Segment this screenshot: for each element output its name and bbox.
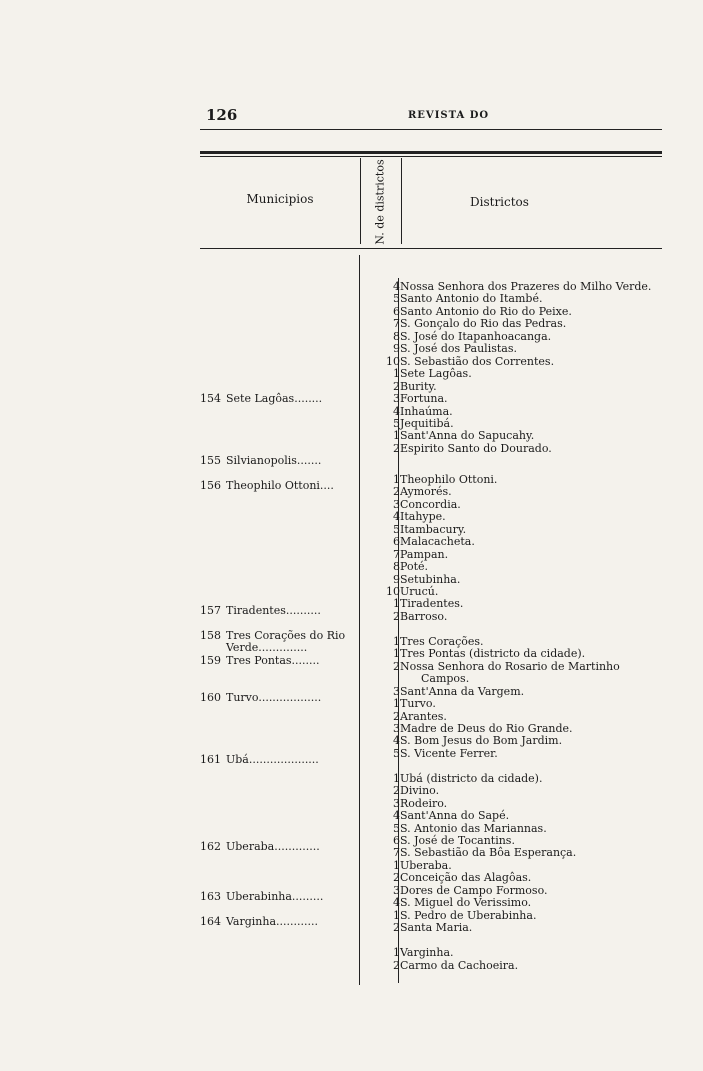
municipio-name: Uberaba............. <box>226 840 320 854</box>
districto-name: Concordia. <box>400 497 461 511</box>
running-title: REVISTA DO <box>408 110 490 121</box>
column-header-districtos: Districtos <box>470 195 529 209</box>
districto-number: 5 <box>393 416 400 430</box>
districto-name: Campos. <box>400 672 470 686</box>
districto-name: Pampan. <box>400 547 449 561</box>
districto-name: Aymorés. <box>400 485 452 499</box>
municipio-row <box>200 655 320 667</box>
districto-name: Barroso. <box>400 609 448 623</box>
districto-number: 5 <box>393 746 400 760</box>
districto-name: Tres Pontas (districto da cidade). <box>400 647 586 661</box>
districto-number: 3 <box>393 497 400 511</box>
municipio-name-continuation: Verde.............. <box>226 641 308 655</box>
districto-number: 2 <box>393 709 400 723</box>
districto-number: 4 <box>393 809 400 823</box>
municipio-name: Turvo.................. <box>226 690 322 704</box>
districto-number: 7 <box>393 317 400 331</box>
districto-name: Carmo da Cachoeira. <box>400 958 519 972</box>
districto-number: 2 <box>393 871 400 885</box>
districto-name: Santo Antonio do Rio do Peixe. <box>400 304 572 318</box>
districto-name: Burity. <box>400 379 437 393</box>
districto-number: 4 <box>393 734 400 748</box>
districto-name: Sant'Anna da Vargem. <box>400 684 525 698</box>
municipio-row <box>200 916 318 928</box>
districto-name: S. Vicente Ferrer. <box>400 746 498 760</box>
districto-number: 4 <box>393 404 400 418</box>
districto-name: Espirito Santo do Dourado. <box>400 441 552 455</box>
districto-name: Setubinha. <box>400 572 461 586</box>
districto-number: 2 <box>393 485 400 499</box>
municipio-row <box>200 480 334 492</box>
municipio-number: 158 <box>200 628 221 642</box>
districto-name: S. Pedro de Uberabinha. <box>400 908 537 922</box>
municipio-number: 154 <box>200 392 221 406</box>
districto-name: S. Bom Jesus do Bom Jardim. <box>400 734 563 748</box>
districto-number: 2 <box>393 958 400 972</box>
districto-number: 4 <box>393 280 400 293</box>
municipio-row <box>200 841 320 853</box>
districto-name: Rodeiro. <box>400 796 448 810</box>
table-top-rule-thick <box>200 151 662 154</box>
districto-name: Inhaúma. <box>400 404 453 418</box>
body-column-divider-left <box>359 255 360 985</box>
municipio-row <box>200 630 345 642</box>
districto-number: 4 <box>393 510 400 524</box>
districto-number: 8 <box>393 560 400 574</box>
districto-name: S. Antonio das Mariannas. <box>400 821 547 835</box>
districto-number: 1 <box>393 634 400 648</box>
header-column-divider-right <box>401 158 402 244</box>
districto-name: Arantes. <box>400 709 447 723</box>
districto-number: 1 <box>393 771 400 785</box>
municipio-row <box>200 605 321 617</box>
districto-name: Poté. <box>400 560 429 574</box>
districto-name: Conceição das Alagôas. <box>400 871 532 885</box>
districto-name: Turvo. <box>400 697 436 711</box>
column-header-n-districtos-label: N. de districtos <box>373 159 387 245</box>
districto-number: 6 <box>393 535 400 549</box>
districto-number: 6 <box>393 834 400 848</box>
districto-number: 5 <box>393 292 400 306</box>
districto-name: Urucú. <box>400 585 439 599</box>
municipio-name: Silvianopolis....... <box>226 454 322 468</box>
municipio-name: Tiradentes.......... <box>226 603 321 617</box>
districto-name: Itahype. <box>400 510 446 524</box>
districto-number: 1 <box>393 697 400 711</box>
districto-number: 1 <box>393 908 400 922</box>
districto-name: Madre de Deus do Rio Grande. <box>400 721 573 735</box>
districto-number: 8 <box>393 329 400 343</box>
districto-number: 2 <box>393 784 400 798</box>
districto-number: 2 <box>393 659 400 673</box>
districto-number: 1 <box>393 367 400 381</box>
districto-number: 1 <box>393 647 400 661</box>
districto-number: 5 <box>393 522 400 536</box>
districto-number: 6 <box>393 304 400 318</box>
districto-name: S. Sebastião da Bôa Esperança. <box>400 846 577 860</box>
districto-number: 1 <box>393 946 400 960</box>
districto-number: 1 <box>393 429 400 443</box>
districto-name: S. Miguel do Verissimo. <box>400 896 532 910</box>
districto-name: Sant'Anna do Sapé. <box>400 809 510 823</box>
header-bottom-rule <box>200 248 662 249</box>
page-number: 126 <box>206 106 238 124</box>
districto-number: 3 <box>393 684 400 698</box>
municipio-name: Theophilo Ottoni.... <box>226 479 334 493</box>
municipio-number: 157 <box>200 603 221 617</box>
municipio-name: Tres Corações do Rio <box>226 628 346 642</box>
column-header-municipios: Municipios <box>246 192 314 206</box>
districto-number: 10 <box>386 354 400 368</box>
districto-number: 3 <box>393 721 400 735</box>
municipio-number: 155 <box>200 454 221 468</box>
districto-name: Jequitibá. <box>400 416 454 430</box>
municipio-row <box>200 692 321 704</box>
districto-name: Theophilo Ottoni. <box>400 472 498 486</box>
districto-number: 9 <box>393 342 400 356</box>
districto-name: S. José de Tocantins. <box>400 834 515 848</box>
municipio-name: Ubá.................... <box>226 753 319 767</box>
districto-name: Sant'Anna do Sapucahy. <box>400 429 535 443</box>
column-header-n-districtos <box>360 160 400 244</box>
districto-number: 7 <box>393 846 400 860</box>
districto-name: Ubá (districto da cidade). <box>400 771 543 785</box>
districto-name: S. José do Itapanhoacanga. <box>400 329 552 343</box>
districto-number: 7 <box>393 547 400 561</box>
districto-number: 2 <box>393 921 400 935</box>
municipio-number: 156 <box>200 479 221 493</box>
districto-number: 1 <box>393 472 400 486</box>
districto-name: S. José dos Paulistas. <box>400 342 517 356</box>
districto-number: 10 <box>386 585 400 599</box>
table-top-rule-thin <box>200 156 662 157</box>
districto-number: 1 <box>393 858 400 872</box>
municipio-name: Sete Lagôas........ <box>226 392 323 406</box>
municipio-name: Tres Pontas........ <box>226 653 320 667</box>
municipio-row <box>200 754 319 766</box>
districto-name: Santo Antonio do Itambé. <box>400 292 543 306</box>
districto-name: Itambacury. <box>400 522 467 536</box>
districto-name: Uberaba. <box>400 858 452 872</box>
districto-name: S. Gonçalo do Rio das Pedras. <box>400 317 567 331</box>
districto-number: 5 <box>393 821 400 835</box>
districto-name: Nossa Senhora dos Prazeres do Milho Verde. <box>400 280 652 293</box>
municipio-number: 163 <box>200 890 221 904</box>
header-dotted-rule <box>200 129 662 130</box>
districto-name: Sete Lagôas. <box>400 367 472 381</box>
municipio-number: 162 <box>200 840 221 854</box>
districto-number: 3 <box>393 796 400 810</box>
districto-number: 2 <box>393 379 400 393</box>
municipio-name: Uberabinha......... <box>226 890 324 904</box>
districto-name: Varginha. <box>400 946 454 960</box>
districto-number: 2 <box>393 441 400 455</box>
municipio-row <box>200 891 323 903</box>
municipio-number: 164 <box>200 914 221 928</box>
municipio-number: 160 <box>200 690 221 704</box>
municipio-name: Varginha............ <box>226 914 318 928</box>
districto-name: Santa Maria. <box>400 921 473 935</box>
districto-name: Nossa Senhora do Rosario de Martinho <box>400 659 620 673</box>
districto-name: Fortuna. <box>400 392 448 406</box>
districto-name: Dores de Campo Formoso. <box>400 883 548 897</box>
districto-number: 1 <box>393 597 400 611</box>
districto-name: Malacacheta. <box>400 535 475 549</box>
districto-number: 2 <box>393 609 400 623</box>
municipio-row <box>200 393 322 405</box>
districto-name: Tres Corações. <box>400 634 484 648</box>
districto-name: Divino. <box>400 784 440 798</box>
districto-number: 4 <box>393 896 400 910</box>
districto-name: S. Sebastião dos Correntes. <box>400 354 555 368</box>
districto-number: 3 <box>393 392 400 406</box>
municipio-number: 159 <box>200 653 221 667</box>
municipio-row <box>200 455 321 467</box>
municipio-number: 161 <box>200 753 221 767</box>
districto-number: 3 <box>393 883 400 897</box>
districto-name: Tiradentes. <box>400 597 464 611</box>
districto-number: 9 <box>393 572 400 586</box>
